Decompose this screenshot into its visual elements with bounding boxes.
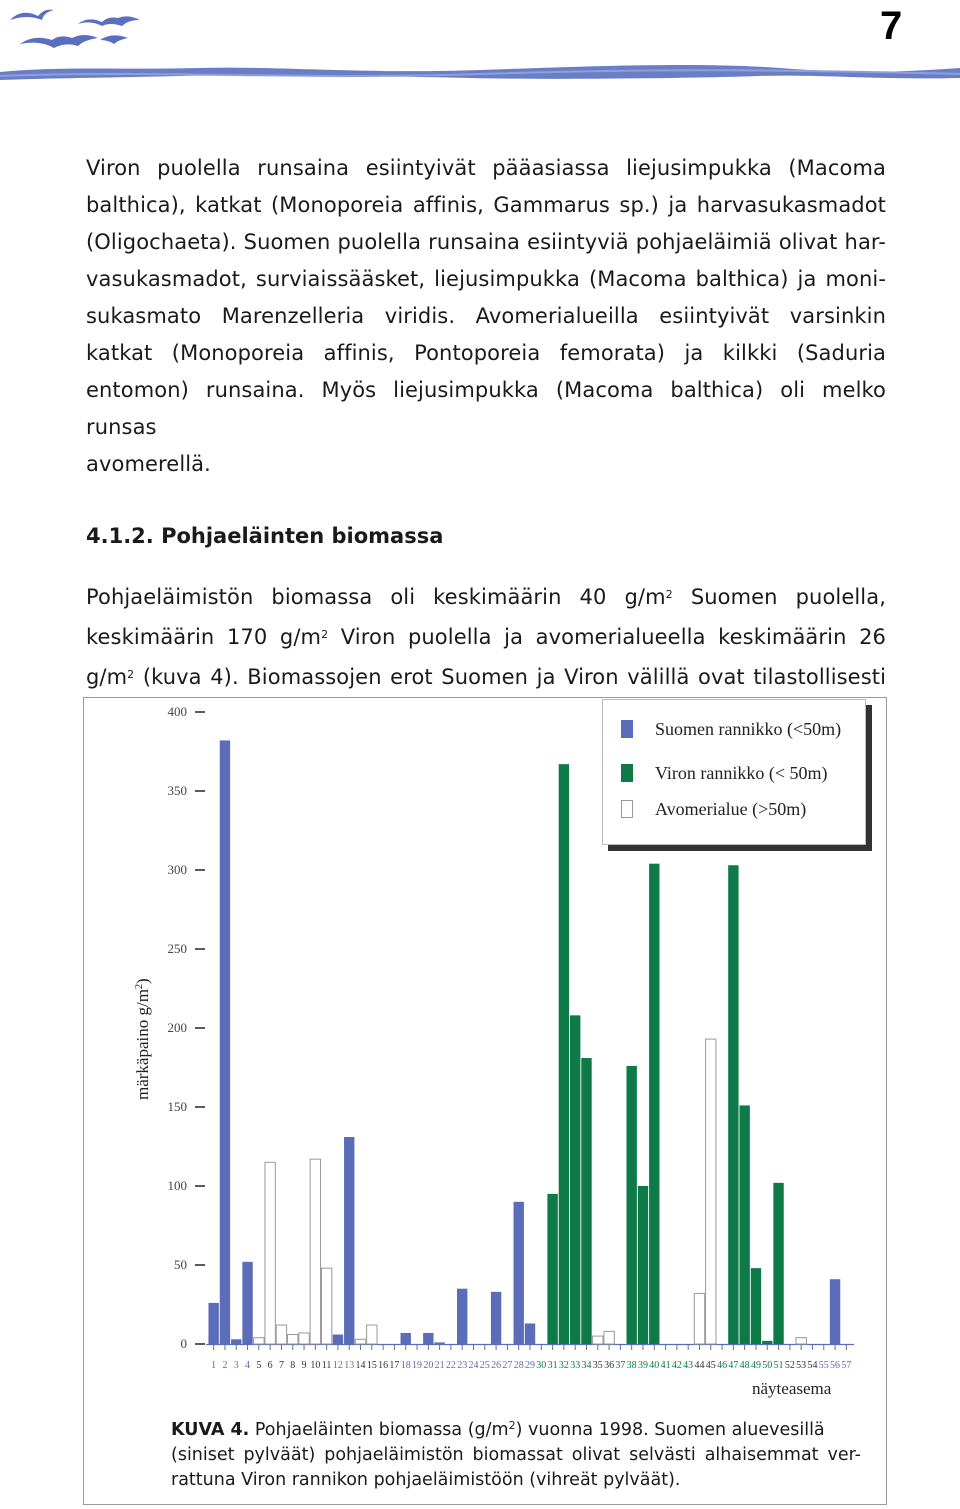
bar-station-11 [321, 1268, 331, 1344]
text-line: sukasmato Marenzelleria viridis. Avomerialueilla esiintyivät varsinkin [86, 304, 886, 328]
x-tick-label: 35 [592, 1360, 603, 1371]
text-line: vasukasmadot, surviaissääsket, liejusimpukka (Macoma balthica) ja moni- [86, 267, 886, 291]
x-tick-label: 21 [434, 1360, 445, 1371]
x-tick-label: 42 [671, 1360, 682, 1371]
bar-station-9 [299, 1333, 309, 1344]
bar-station-5 [254, 1338, 264, 1344]
x-tick-label: 22 [445, 1360, 456, 1371]
x-tick-label: 3 [233, 1360, 239, 1371]
x-tick-label: 36 [604, 1360, 615, 1371]
x-tick-label: 50 [762, 1360, 773, 1371]
x-tick-label: 25 [479, 1360, 490, 1371]
bar-station-2 [220, 740, 230, 1344]
x-tick-label: 4 [245, 1360, 251, 1371]
x-tick-label: 48 [739, 1360, 750, 1371]
figure-caption [171, 1413, 861, 1493]
bar-station-44 [694, 1293, 704, 1344]
x-tick-label: 40 [649, 1360, 660, 1371]
text-line: entomon) runsaina. Myös liejusimpukka (Macoma balthica) oli melko runsas [86, 378, 886, 439]
text-line: katkat (Monoporeia affinis, Pontoporeia femorata) ja kilkki (Saduria [86, 341, 886, 365]
y-tick-label: 200 [167, 1020, 187, 1035]
x-tick-label: 31 [547, 1360, 558, 1371]
x-tick-label: 49 [750, 1360, 761, 1371]
x-tick-label: 5 [256, 1360, 262, 1371]
caption-title: KUVA 4. [171, 1420, 250, 1440]
legend-label: Viron rannikko (< 50m) [655, 762, 828, 783]
x-tick-label: 57 [841, 1360, 852, 1371]
bar-station-18 [401, 1333, 411, 1344]
bar-station-8 [288, 1335, 298, 1344]
x-tick-label: 12 [332, 1360, 343, 1371]
caption-line: KUVA 4. Pohjaeläinten biomassa $(g/m^2)$ vuonna 1998. Suomen aluevesillä [171, 1419, 825, 1440]
x-tick-label: 37 [615, 1360, 626, 1371]
bar-station-49 [751, 1268, 761, 1344]
text-line: (Oligochaeta). Suomen puolella runsaina esiintyviä pohjaeläimiä olivat har- [86, 230, 886, 254]
legend-swatch-avomeri [621, 800, 633, 818]
x-tick-label: 45 [705, 1360, 716, 1371]
x-tick-label: 52 [784, 1360, 795, 1371]
x-tick-label: 56 [830, 1360, 841, 1371]
x-tick-label: 29 [525, 1360, 535, 1371]
x-tick-label: 14 [355, 1360, 366, 1371]
x-tick-label: 38 [626, 1360, 637, 1371]
x-tick-label: 33 [570, 1360, 581, 1371]
text-line: avomerellä. [86, 452, 211, 476]
legend-item-viro [621, 762, 828, 784]
caption-line: (siniset pylväät) pohjaeläimistön biomassat olivat selvästi alhaisemmat ver- [171, 1445, 861, 1465]
legend-label: Avomerialue (>50m) [655, 798, 807, 819]
bar-station-7 [276, 1325, 286, 1344]
bar-station-38 [626, 1066, 636, 1344]
x-tick-label: 10 [310, 1360, 321, 1371]
bar-station-1 [208, 1303, 218, 1344]
y-tick-label: 250 [167, 941, 187, 956]
bar-station-56 [830, 1279, 840, 1344]
x-tick-label: 8 [290, 1360, 296, 1371]
x-tick-label: 55 [818, 1360, 829, 1371]
x-tick-label: 47 [728, 1360, 739, 1371]
legend-item-avomeri [621, 798, 806, 820]
x-tick-label: 16 [378, 1360, 389, 1371]
bar-station-13 [344, 1137, 354, 1344]
x-tick-label: 41 [660, 1360, 671, 1371]
bar-station-3 [231, 1339, 241, 1344]
x-tick-label: 6 [267, 1360, 273, 1371]
x-tick-label: 26 [491, 1360, 502, 1371]
legend-swatch-viro [621, 764, 633, 782]
x-axis-label: näyteasema [752, 1379, 832, 1398]
bar-station-20 [423, 1333, 433, 1344]
bar-station-40 [649, 864, 659, 1344]
x-tick-label: 24 [468, 1360, 479, 1371]
x-tick-label: 19 [412, 1360, 423, 1371]
bar-station-14 [355, 1339, 365, 1344]
bar-station-15 [367, 1325, 377, 1344]
legend-item-suomi [621, 718, 841, 740]
caption-line: rattuna Viron rannikon pohjaeläimistöön (vihreät pylväät). [171, 1470, 681, 1490]
bar-station-23 [457, 1289, 467, 1344]
x-tick-label: 46 [717, 1360, 728, 1371]
bar-station-51 [773, 1183, 783, 1344]
text-line: Pohjaeläimistön biomassa oli keskimäärin 40 $g/m^2$ Suomen puolella, [86, 585, 886, 609]
section-heading: 4.1.2. Pohjaeläinten biomassa [86, 524, 444, 548]
x-tick-label: 11 [321, 1360, 332, 1371]
bar-station-29 [525, 1323, 535, 1344]
x-tick-label: 9 [301, 1360, 307, 1371]
legend-swatch-suomi [621, 720, 633, 738]
text-line: keskimäärin 170 $g/m^2$ Viron puolella ja avomerialueella keskimäärin 26 [86, 625, 886, 649]
x-tick-label: 30 [536, 1360, 547, 1371]
bar-station-10 [310, 1159, 320, 1344]
y-tick-label: 50 [174, 1257, 187, 1272]
x-tick-label: 34 [581, 1360, 592, 1371]
x-tick-label: 17 [389, 1360, 400, 1371]
y-tick-label: 0 [180, 1336, 187, 1351]
x-tick-label: 1 [211, 1360, 217, 1371]
bar-station-47 [728, 865, 738, 1344]
text-line: $g/m^2$ (kuva 4). Biomassojen erot Suomen ja Viron välillä ovat tilastollisesti [86, 665, 886, 689]
bar-station-32 [559, 764, 569, 1344]
x-tick-label: 18 [400, 1360, 411, 1371]
bar-station-48 [739, 1105, 749, 1344]
x-tick-label: 28 [513, 1360, 524, 1371]
x-tick-label: 54 [807, 1360, 818, 1371]
bar-station-39 [638, 1186, 648, 1344]
bar-station-4 [242, 1262, 252, 1344]
x-tick-label: 13 [344, 1360, 355, 1371]
x-tick-label: 2 [222, 1360, 228, 1371]
bar-station-12 [333, 1335, 343, 1344]
bar-station-34 [581, 1058, 591, 1344]
bar-station-33 [570, 1015, 580, 1344]
y-tick-label: 400 [167, 704, 187, 719]
y-tick-label: 100 [167, 1178, 187, 1193]
y-tick-label: 300 [167, 862, 187, 877]
y-tick-label: 150 [167, 1099, 187, 1114]
bar-station-45 [706, 1039, 716, 1344]
text-line: balthica), katkat (Monoporeia affinis, Gammarus sp.) ja harvasukasmadot [86, 193, 886, 217]
x-tick-label: 51 [773, 1360, 784, 1371]
bar-station-6 [265, 1162, 275, 1344]
bar-station-35 [593, 1336, 603, 1344]
bar-station-53 [796, 1338, 806, 1344]
x-tick-label: 44 [694, 1360, 705, 1371]
x-tick-label: 43 [683, 1360, 694, 1371]
x-tick-label: 32 [558, 1360, 569, 1371]
legend-label: Suomen rannikko (<50m) [655, 718, 842, 739]
x-tick-label: 20 [423, 1360, 434, 1371]
bar-station-28 [514, 1202, 524, 1344]
text-line: Viron puolella runsaina esiintyivät pääasiassa liejusimpukka (Macoma [86, 156, 886, 180]
y-tick-label: 350 [167, 783, 187, 798]
chart-legend [602, 699, 866, 845]
x-tick-label: 27 [502, 1360, 513, 1371]
x-tick-label: 7 [278, 1360, 284, 1371]
bar-station-21 [434, 1342, 444, 1344]
x-tick-label: 39 [637, 1360, 648, 1371]
bar-station-50 [762, 1341, 772, 1344]
x-tick-label: 15 [366, 1360, 377, 1371]
y-axis-label: märkäpaino $g/m^2$) [133, 978, 152, 1100]
page-number: 7 [880, 4, 903, 48]
bar-station-26 [491, 1292, 501, 1344]
x-tick-label: 53 [796, 1360, 807, 1371]
x-tick-label: 23 [457, 1360, 468, 1371]
bar-station-36 [604, 1331, 614, 1344]
bar-station-31 [547, 1194, 557, 1344]
